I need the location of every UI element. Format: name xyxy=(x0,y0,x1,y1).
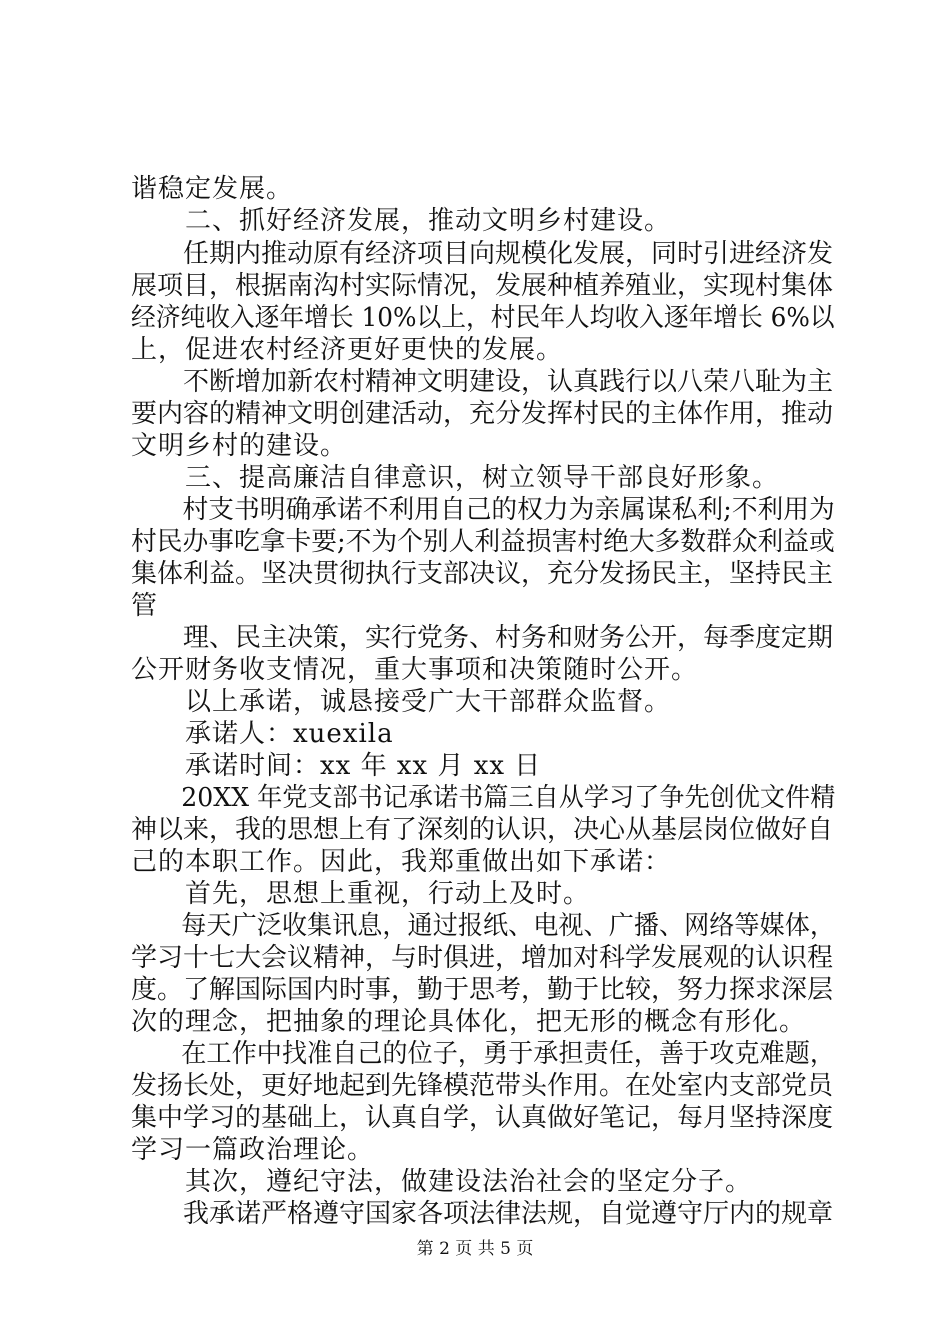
text-line: 公开财务收支情况，重大事项和决策随时公开。 xyxy=(131,655,699,685)
text-line: 我承诺严格遵守国家各项法律法规，自觉遵守厅内的规章 xyxy=(131,1199,834,1229)
text-line: 度。了解国际国内时事，勤于思考，勤于比较，努力探求深层 xyxy=(131,975,834,1005)
text-line: 学习一篇政治理论。 xyxy=(131,1135,375,1165)
text-line: 文明乡村的建设。 xyxy=(131,431,348,461)
text-line: 上，促进农村经济更好更快的发展。 xyxy=(131,335,564,365)
text-line: 神以来，我的思想上有了深刻的认识，决心从基层岗位做好自 xyxy=(131,815,834,845)
text-line: 要内容的精神文明创建活动，充分发挥村民的主体作用，推动 xyxy=(131,399,834,429)
text-line: 村民办事吃拿卡要;不为个别人利益损害村绝大多数群众利益或 xyxy=(131,527,835,557)
signature-line: 承诺人：xuexila xyxy=(131,719,394,749)
text-line: 学习十七大会议精神，与时俱进，增加对科学发展观的认识程 xyxy=(131,943,834,973)
text-line: 其次，遵纪守法，做建设法治社会的坚定分子。 xyxy=(131,1167,753,1197)
text-line: 次的理念，把抽象的理论具体化，把无形的概念有形化。 xyxy=(131,1007,807,1037)
text-line: 集中学习的基础上，认真自学，认真做好笔记，每月坚持深度 xyxy=(131,1103,834,1133)
text-line: 在工作中找准自己的位子，勇于承担责任，善于攻克难题， xyxy=(131,1039,835,1069)
text-line: 任期内推动原有经济项目向规模化发展，同时引进经济发 xyxy=(131,239,834,269)
date-line: 承诺时间：xx 年 xx 月 xx 日 xyxy=(131,751,542,781)
text-line: 发扬长处，更好地起到先锋模范带头作用。在处室内支部党员 xyxy=(131,1071,834,1101)
text-line: 20XX 年党支部书记承诺书篇三自从学习了争先创优文件精 xyxy=(131,783,836,813)
text-line: 管 xyxy=(131,591,159,621)
text-line: 集体利益。坚决贯彻执行支部决议，充分发扬民主，坚持民主 xyxy=(131,559,834,589)
section-heading: 二、抓好经济发展，推动文明乡村建设。 xyxy=(131,206,672,236)
text-line: 每天广泛收集讯息，通过报纸、电视、广播、网络等媒体， xyxy=(131,911,835,941)
text-line: 展项目，根据南沟村实际情况，发展种植养殖业，实现村集体 xyxy=(131,271,834,301)
text-line: 以上承诺，诚恳接受广大干部群众监督。 xyxy=(131,687,672,717)
text-line: 理、民主决策，实行党务、村务和财务公开，每季度定期 xyxy=(131,623,834,653)
text-line: 己的本职工作。因此，我郑重做出如下承诺： xyxy=(131,847,672,877)
text-line: 村支书明确承诺不利用自己的权力为亲属谋私利;不利用为 xyxy=(131,495,835,525)
text-line: 不断增加新农村精神文明建设，认真践行以八荣八耻为主 xyxy=(131,367,834,397)
text-line: 谐稳定发展。 xyxy=(131,174,294,204)
section-heading: 三、提高廉洁自律意识，树立领导干部良好形象。 xyxy=(131,463,780,493)
text-line: 首先，思想上重视，行动上及时。 xyxy=(131,879,591,909)
text-line: 经济纯收入逐年增长 10%以上，村民年人均收入逐年增长 6%以 xyxy=(131,303,835,333)
page-number-footer: 第 2 页 共 5 页 xyxy=(416,1239,534,1259)
